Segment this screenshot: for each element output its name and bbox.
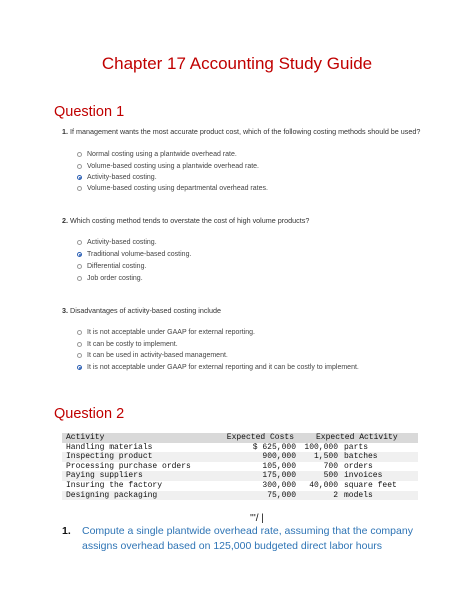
answer-option[interactable] xyxy=(77,239,157,246)
answer-option[interactable] xyxy=(77,151,237,158)
stray-mark: '''/ | xyxy=(250,513,264,524)
answer-option-label: It is not acceptable under GAAP for external reporting and it can be costly to implement. xyxy=(87,364,359,371)
radio-icon[interactable] xyxy=(77,186,82,191)
question-number: 1. xyxy=(62,127,68,136)
answer-option-label: Activity-based costing. xyxy=(87,239,157,246)
cell-quantity: 100,000 xyxy=(304,442,338,452)
answer-option-selected[interactable] xyxy=(77,251,191,258)
column-header-expected-activity: Expected Activity xyxy=(316,433,398,442)
table-row xyxy=(62,443,418,453)
question-1-3-text xyxy=(62,306,221,315)
answer-option-label: Volume-based costing using a plantwide overhead rate. xyxy=(87,163,259,170)
question-prompt: If management wants the most accurate product cost, which of the following costing methods should be used? xyxy=(70,127,421,136)
list-item-number: 1. xyxy=(62,525,71,537)
answer-option[interactable] xyxy=(77,275,143,282)
cell-cost: 175,000 xyxy=(262,471,296,481)
cell-cost: $ 625,000 xyxy=(252,442,296,452)
answer-option-label: Traditional volume-based costing. xyxy=(87,251,192,258)
table-header-row xyxy=(62,433,418,443)
cell-unit: square feet xyxy=(344,480,397,490)
radio-icon[interactable] xyxy=(77,342,82,347)
cell-quantity: 2 xyxy=(333,490,338,500)
cell-cost: 75,000 xyxy=(267,490,296,500)
answer-option-label: Job order costing. xyxy=(87,275,143,282)
answer-option[interactable] xyxy=(77,185,268,192)
answer-option-label: It is not acceptable under GAAP for external reporting. xyxy=(87,329,255,336)
activity-cost-table xyxy=(62,433,418,500)
answer-option[interactable] xyxy=(77,263,146,270)
table-row xyxy=(62,462,418,472)
cell-unit: orders xyxy=(344,461,373,471)
answer-option-selected[interactable] xyxy=(77,364,359,371)
radio-icon[interactable] xyxy=(77,330,82,335)
radio-checked-icon[interactable] xyxy=(77,365,82,370)
cell-quantity: 500 xyxy=(323,471,338,481)
column-header-activity: Activity xyxy=(66,433,105,442)
cell-unit: batches xyxy=(344,452,378,462)
answer-option-label: Differential costing. xyxy=(87,263,147,270)
cell-unit: models xyxy=(344,490,373,500)
answer-option[interactable] xyxy=(77,352,228,359)
question-prompt: Which costing method tends to overstate the cost of high volume products? xyxy=(70,216,310,225)
answer-option-label: Activity-based costing. xyxy=(87,174,157,181)
document-title: Chapter 17 Accounting Study Guide xyxy=(101,54,373,73)
answer-option-label: It can be costly to implement. xyxy=(87,341,178,348)
list-item xyxy=(62,524,422,554)
cell-quantity: 1,500 xyxy=(313,452,338,462)
cell-activity: Processing purchase orders xyxy=(66,461,191,471)
table-row xyxy=(62,452,418,462)
radio-icon[interactable] xyxy=(77,264,82,269)
cell-quantity: 40,000 xyxy=(309,480,338,490)
cell-activity: Handling materials xyxy=(66,442,153,452)
answer-option[interactable] xyxy=(77,163,259,170)
cell-quantity: 700 xyxy=(323,461,338,471)
radio-icon[interactable] xyxy=(77,240,82,245)
cell-activity: Designing packaging xyxy=(66,490,158,500)
table-row xyxy=(62,481,418,491)
question-number: 2. xyxy=(62,216,68,225)
question-1-1-text xyxy=(62,127,420,136)
question-2-heading: Question 2 xyxy=(54,406,125,422)
radio-icon[interactable] xyxy=(77,152,82,157)
question-number: 3. xyxy=(62,306,68,315)
column-header-expected-costs: Expected Costs xyxy=(226,433,294,442)
answer-option-label: Normal costing using a plantwide overhead rate. xyxy=(87,151,237,158)
cell-activity: Paying suppliers xyxy=(66,471,143,481)
cell-cost: 900,000 xyxy=(262,452,296,462)
radio-icon[interactable] xyxy=(77,276,82,281)
answer-option-label: It can be used in activity-based management. xyxy=(87,352,228,359)
table-row xyxy=(62,471,418,481)
answer-option-label: Volume-based costing using departmental overhead rates. xyxy=(87,185,268,192)
answer-option-selected[interactable] xyxy=(77,174,157,181)
answer-option[interactable] xyxy=(77,329,255,336)
radio-checked-icon[interactable] xyxy=(77,175,82,180)
cell-unit: invoices xyxy=(344,471,383,481)
radio-icon[interactable] xyxy=(77,353,82,358)
question-1-heading: Question 1 xyxy=(54,104,125,120)
list-item-text: Compute a single plantwide overhead rate, assuming that the company assigns overhead based on 125,000 budgeted direct labor hours xyxy=(82,525,413,552)
cell-cost: 300,000 xyxy=(262,480,296,490)
table-row xyxy=(62,491,418,501)
radio-checked-icon[interactable] xyxy=(77,252,82,257)
cell-cost: 105,000 xyxy=(262,461,296,471)
answer-option[interactable] xyxy=(77,341,178,348)
radio-icon[interactable] xyxy=(77,164,82,169)
question-1-2-text xyxy=(62,216,309,225)
cell-activity: Inspecting product xyxy=(66,452,153,462)
cell-unit: parts xyxy=(344,442,369,452)
question-prompt: Disadvantages of activity-based costing include xyxy=(70,306,222,315)
cell-activity: Insuring the factory xyxy=(66,480,163,490)
